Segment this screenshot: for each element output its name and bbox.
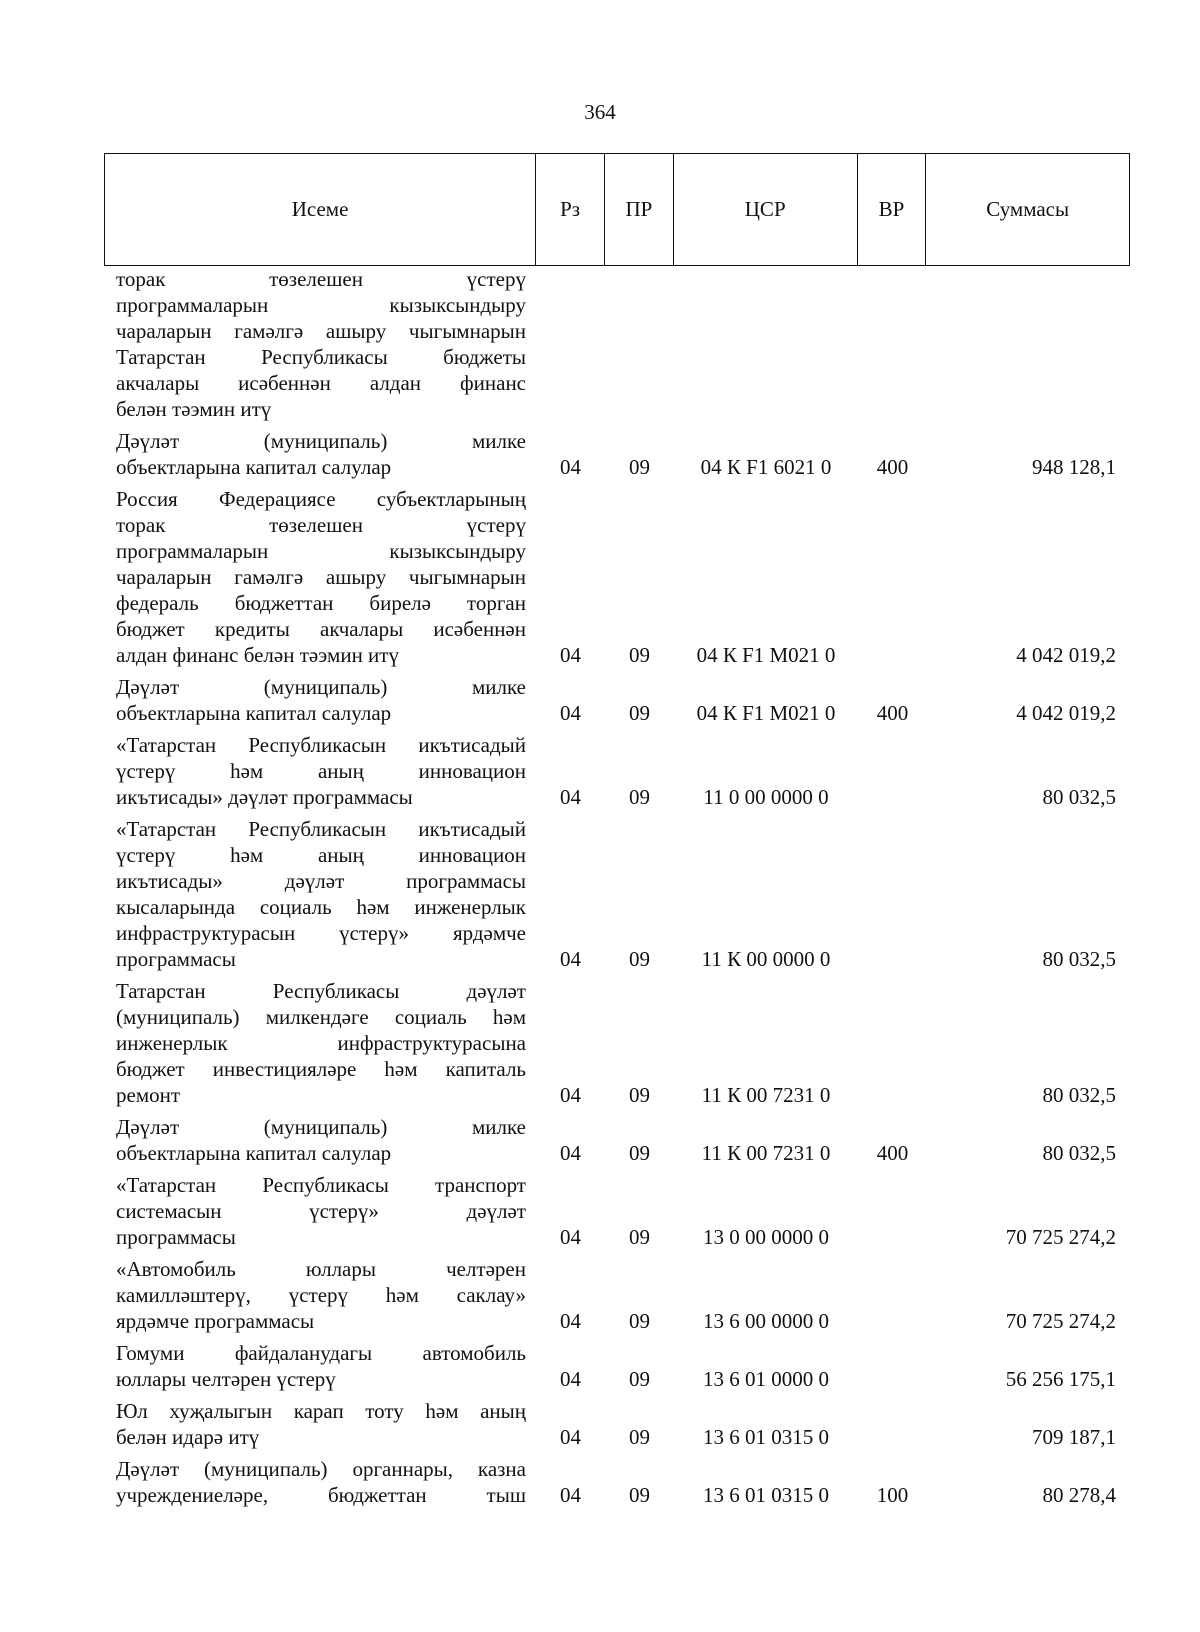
row-name-line: торак төзелешен үстерү xyxy=(116,267,526,291)
row-pr: 09 xyxy=(629,701,650,725)
row-name-line: камилләштерү, үстерү һәм саклау» xyxy=(116,1283,526,1307)
row-pr: 09 xyxy=(629,1483,650,1507)
row-name-line: акчалары исәбеннән алдан финанс xyxy=(116,371,526,395)
row-sum: 4 042 019,2 xyxy=(1016,643,1116,667)
row-name-line: программаларын кызыксындыру xyxy=(116,539,526,563)
row-name-line: программасы xyxy=(116,947,236,971)
row-name-line: Татарстан Республикасы бюджеты xyxy=(116,345,526,369)
row-pr: 09 xyxy=(629,1225,650,1249)
row-sum: 70 725 274,2 xyxy=(1005,1309,1116,1333)
row-name xyxy=(104,1340,536,1392)
row-sum: 56 256 175,1 xyxy=(1005,1367,1116,1391)
row-csr: 04 К F1 М021 0 xyxy=(696,701,836,725)
row-vr: 400 xyxy=(876,455,909,479)
table-header xyxy=(104,153,1130,266)
header-name: Исеме xyxy=(105,154,536,265)
row-rz: 04 xyxy=(560,785,581,809)
row-csr: 04 К F1 6021 0 xyxy=(700,455,832,479)
header-pr: ПР xyxy=(605,154,674,265)
row-name xyxy=(104,978,536,1108)
row-sum: 80 032,5 xyxy=(1042,785,1116,809)
table-row xyxy=(104,266,1130,422)
row-rz: 04 xyxy=(560,1309,581,1333)
row-pr: 09 xyxy=(629,1309,650,1333)
row-name-line: белән идарә итү xyxy=(116,1425,260,1449)
row-name xyxy=(104,732,536,810)
row-name-line: Дәүләт (муниципаль) милке xyxy=(116,675,526,699)
table-row xyxy=(104,1456,1130,1508)
table-row xyxy=(104,978,1130,1108)
row-rz: 04 xyxy=(560,1141,581,1165)
row-name xyxy=(104,266,536,422)
row-name-line: «Татарстан Республикасы транспорт xyxy=(116,1173,526,1197)
row-name xyxy=(104,1398,536,1450)
row-pr: 09 xyxy=(629,643,650,667)
row-name xyxy=(104,486,536,668)
row-csr: 11 К 00 7231 0 xyxy=(701,1141,831,1165)
row-name-line: алдан финанс белән тәэмин итү xyxy=(116,643,399,667)
row-name-line: «Татарстан Республикасын икътисадый xyxy=(116,733,526,757)
row-name-line: «Автомобиль юллары челтәрен xyxy=(116,1257,526,1281)
table-row xyxy=(104,1256,1130,1334)
row-name-line: Гомуми файдаланудагы автомобиль xyxy=(116,1341,526,1365)
row-name-line: ярдәмче программасы xyxy=(116,1309,315,1333)
row-name-line: объектларына капитал салулар xyxy=(116,1141,392,1165)
row-name-line: Россия Федерациясе субъектларының xyxy=(116,487,526,511)
table-row xyxy=(104,1398,1130,1450)
table-row xyxy=(104,486,1130,668)
row-name-line: чараларын гамәлгә ашыру чыгымнарын xyxy=(116,319,526,343)
row-sum: 80 032,5 xyxy=(1042,1141,1116,1165)
row-name-line: Татарстан Республикасы дәүләт xyxy=(116,979,526,1003)
row-name-line: системасын үстерү» дәүләт xyxy=(116,1199,526,1223)
row-name-line: Дәүләт (муниципаль) милке xyxy=(116,429,526,453)
row-name xyxy=(104,674,536,726)
row-name xyxy=(104,816,536,972)
row-name-line: (муниципаль) милкендәге социаль һәм xyxy=(116,1005,526,1029)
table-row xyxy=(104,1172,1130,1250)
table-body xyxy=(104,266,1130,1508)
row-name-line: белән тәэмин итү xyxy=(116,397,272,421)
row-name-line: инженерлык инфраструктурасына xyxy=(116,1031,526,1055)
table-row xyxy=(104,1340,1130,1392)
row-name-line: бюджет кредиты акчалары исәбеннән xyxy=(116,617,526,641)
row-csr: 13 6 01 0315 0 xyxy=(703,1483,829,1507)
row-name-line: Дәүләт (муниципаль) органнары, казна xyxy=(116,1457,526,1481)
row-name-line: чараларын гамәлгә ашыру чыгымнарын xyxy=(116,565,526,589)
row-pr: 09 xyxy=(629,1425,650,1449)
row-name-line: икътисады» дәүләт программасы xyxy=(116,869,526,893)
row-csr: 13 6 01 0315 0 xyxy=(703,1425,829,1449)
row-csr: 11 0 00 0000 0 xyxy=(703,785,829,809)
row-csr: 13 0 00 0000 0 xyxy=(703,1225,829,1249)
row-pr: 09 xyxy=(629,1083,650,1107)
row-pr: 09 xyxy=(629,947,650,971)
row-vr: 400 xyxy=(876,1141,909,1165)
row-pr: 09 xyxy=(629,455,650,479)
row-name xyxy=(104,1256,536,1334)
row-name-line: юллары челтәрен үстерү xyxy=(116,1367,336,1391)
header-vr: ВР xyxy=(858,154,927,265)
row-sum: 948 128,1 xyxy=(1032,455,1116,479)
row-rz: 04 xyxy=(560,1425,581,1449)
row-name-line: Юл хуҗалыгын карап тоту һәм аның xyxy=(116,1399,526,1423)
row-sum: 709 187,1 xyxy=(1032,1425,1116,1449)
row-name xyxy=(104,1456,536,1508)
row-rz: 04 xyxy=(560,1367,581,1391)
row-rz: 04 xyxy=(560,701,581,725)
row-name-line: инфраструктурасын үстерү» ярдәмче xyxy=(116,921,526,945)
row-name-line: үстерү һәм аның инновацион xyxy=(116,843,526,867)
row-rz: 04 xyxy=(560,643,581,667)
row-name-line: ремонт xyxy=(116,1083,181,1107)
page-number: 364 xyxy=(584,100,616,124)
table-row xyxy=(104,428,1130,480)
row-pr: 09 xyxy=(629,1367,650,1391)
table-row xyxy=(104,816,1130,972)
row-rz: 04 xyxy=(560,455,581,479)
row-sum: 80 032,5 xyxy=(1042,947,1116,971)
row-rz: 04 xyxy=(560,1483,581,1507)
table-row xyxy=(104,732,1130,810)
row-name-line: икътисады» дәүләт программасы xyxy=(116,785,413,809)
row-rz: 04 xyxy=(560,1083,581,1107)
row-name-line: «Татарстан Республикасын икътисадый xyxy=(116,817,526,841)
table-row xyxy=(104,674,1130,726)
row-name-line: бюджет инвестицияләре һәм капиталь xyxy=(116,1057,526,1081)
row-csr: 11 К 00 0000 0 xyxy=(701,947,831,971)
row-name-line: программаларын кызыксындыру xyxy=(116,293,526,317)
row-sum: 4 042 019,2 xyxy=(1016,701,1116,725)
row-pr: 09 xyxy=(629,785,650,809)
row-name-line: объектларына капитал салулар xyxy=(116,455,392,479)
row-name-line: үстерү һәм аның инновацион xyxy=(116,759,526,783)
row-name-line: объектларына капитал салулар xyxy=(116,701,392,725)
header-csr: ЦСР xyxy=(674,154,858,265)
row-name-line: учреждениеләре, бюджеттан тыш xyxy=(116,1483,526,1507)
row-csr: 13 6 00 0000 0 xyxy=(703,1309,829,1333)
row-csr: 11 К 00 7231 0 xyxy=(701,1083,831,1107)
row-vr: 100 xyxy=(876,1483,909,1507)
row-rz: 04 xyxy=(560,1225,581,1249)
row-name xyxy=(104,1114,536,1166)
row-vr: 400 xyxy=(876,701,909,725)
row-name xyxy=(104,428,536,480)
row-name-line: Дәүләт (муниципаль) милке xyxy=(116,1115,526,1139)
table-row xyxy=(104,1114,1130,1166)
row-csr: 13 6 01 0000 0 xyxy=(703,1367,829,1391)
row-sum: 70 725 274,2 xyxy=(1005,1225,1116,1249)
row-name xyxy=(104,1172,536,1250)
row-name-line: кысаларында социаль һәм инженерлык xyxy=(116,895,526,919)
header-sum: Суммасы xyxy=(986,197,1070,221)
row-name-line: торак төзелешен үстерү xyxy=(116,513,526,537)
row-sum: 80 278,4 xyxy=(1042,1483,1116,1507)
row-name-line: федераль бюджеттан бирелә торган xyxy=(116,591,526,615)
row-rz: 04 xyxy=(560,947,581,971)
row-name-line: программасы xyxy=(116,1225,236,1249)
header-rz: Рз xyxy=(536,154,605,265)
row-pr: 09 xyxy=(629,1141,650,1165)
row-sum: 80 032,5 xyxy=(1042,1083,1116,1107)
row-csr: 04 К F1 М021 0 xyxy=(696,643,836,667)
